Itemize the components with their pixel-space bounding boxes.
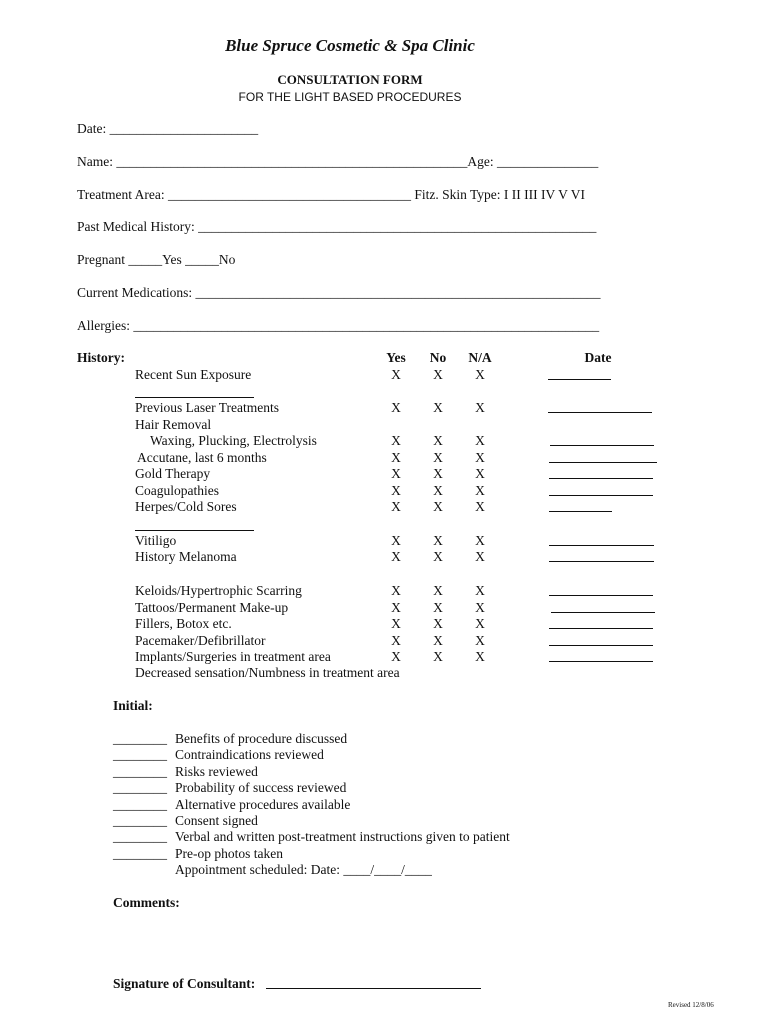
history-row-label: Previous Laser Treatments (135, 400, 279, 415)
mark-no[interactable]: X (433, 400, 443, 415)
mark-no[interactable]: X (433, 600, 443, 615)
history-row-label: Gold Therapy (135, 466, 211, 481)
initial-item-label: Probability of success reviewed (175, 780, 347, 796)
mark-yes[interactable]: X (391, 583, 401, 598)
mark-yes[interactable]: X (391, 367, 401, 382)
mark-no[interactable]: X (433, 499, 443, 514)
mark-no[interactable]: X (433, 367, 443, 382)
history-row-label: Implants/Surgeries in treatment area (135, 649, 331, 664)
col-na: N/A (468, 350, 492, 365)
history-row-label: History Melanoma (135, 549, 237, 564)
initial-blank[interactable]: ________ (113, 829, 167, 845)
comments-label: Comments: (113, 895, 180, 910)
mark-yes[interactable]: X (391, 466, 401, 481)
date-line[interactable] (549, 511, 612, 512)
mark-no[interactable]: X (433, 633, 443, 648)
initial-blank[interactable]: ________ (113, 813, 167, 828)
history-row-label: Recent Sun Exposure (135, 367, 252, 382)
past-medical-history-field[interactable]: Past Medical History: ___________________________________________________________ (77, 219, 597, 234)
date-line[interactable] (549, 561, 654, 562)
history-row-label: Keloids/Hypertrophic Scarring (135, 583, 302, 598)
date-line[interactable] (549, 645, 653, 646)
history-row-label: Waxing, Plucking, Electrolysis (150, 433, 317, 448)
mark-no[interactable]: X (433, 433, 443, 448)
mark-no[interactable]: X (433, 549, 443, 564)
current-medications-field[interactable]: Current Medications: ____________________________________________________________ (77, 285, 601, 300)
mark-yes[interactable]: X (391, 600, 401, 615)
mark-na[interactable]: X (475, 450, 485, 465)
history-row-label: Vitiligo (135, 533, 177, 548)
col-no: No (429, 350, 447, 365)
date-field[interactable]: Date: ______________________ (77, 121, 259, 136)
mark-yes[interactable]: X (391, 616, 401, 631)
pregnant-field[interactable]: Pregnant _____Yes _____No (77, 252, 236, 267)
initial-blank[interactable]: ________ (113, 780, 167, 796)
date-line[interactable] (549, 462, 657, 463)
mark-na[interactable]: X (475, 433, 485, 448)
initial-item-label: Verbal and written post-treatment instructions given to patient (175, 829, 510, 845)
date-line[interactable] (548, 412, 652, 413)
mark-yes[interactable]: X (391, 633, 401, 648)
history-row-label: Tattoos/Permanent Make-up (135, 600, 289, 615)
allergies-field[interactable]: Allergies: _____________________________________________________________________ (77, 318, 600, 333)
mark-yes[interactable]: X (391, 649, 401, 664)
mark-na[interactable]: X (475, 549, 485, 564)
date-line[interactable] (549, 495, 653, 496)
separator-line (135, 397, 254, 398)
form-subtitle: FOR THE LIGHT BASED PROCEDURES (238, 90, 462, 104)
mark-na[interactable]: X (475, 600, 485, 615)
clinic-name: Blue Spruce Cosmetic & Spa Clinic (225, 36, 475, 55)
mark-na[interactable]: X (475, 583, 485, 598)
mark-no[interactable]: X (433, 450, 443, 465)
mark-na[interactable]: X (475, 533, 485, 548)
initial-blank[interactable]: ________ (113, 731, 167, 746)
initial-blank[interactable]: ________ (113, 763, 167, 779)
mark-na[interactable]: X (475, 633, 485, 648)
mark-no[interactable]: X (433, 466, 443, 481)
mark-no[interactable]: X (433, 533, 443, 548)
mark-na[interactable]: X (475, 483, 485, 498)
signature-line[interactable] (266, 988, 481, 989)
mark-yes[interactable]: X (391, 433, 401, 448)
date-line[interactable] (549, 661, 653, 662)
history-row-label: Hair Removal (135, 417, 212, 432)
initial-item-label: Benefits of procedure discussed (175, 731, 348, 746)
mark-no[interactable]: X (433, 483, 443, 498)
mark-na[interactable]: X (475, 367, 485, 382)
date-line[interactable] (549, 628, 653, 629)
mark-na[interactable]: X (475, 499, 485, 514)
history-row-label: Decreased sensation/Numbness in treatment area (135, 665, 400, 680)
history-row-label: Accutane, last 6 months (137, 450, 267, 465)
mark-no[interactable]: X (433, 616, 443, 631)
initial-item-label: Alternative procedures available (175, 796, 351, 812)
separator-line (135, 530, 254, 531)
history-row-label: Fillers, Botox etc. (135, 616, 232, 631)
initial-item-label: Consent signed (175, 813, 258, 828)
mark-yes[interactable]: X (391, 450, 401, 465)
mark-no[interactable]: X (433, 583, 443, 598)
initial-label: Initial: (113, 698, 153, 713)
history-row-label: Herpes/Cold Sores (135, 499, 237, 514)
history-label: History: (77, 350, 125, 365)
col-yes: Yes (386, 350, 406, 365)
initial-blank[interactable]: ________ (113, 747, 167, 763)
date-line[interactable] (549, 545, 654, 546)
mark-na[interactable]: X (475, 649, 485, 664)
initial-blank[interactable]: ________ (113, 796, 167, 812)
history-row-label: Pacemaker/Defibrillator (135, 633, 266, 648)
initial-item-label: Contraindications reviewed (175, 747, 324, 763)
mark-no[interactable]: X (433, 649, 443, 664)
name-age-field[interactable]: Name: ____________________________________________________Age: _______________ (77, 154, 599, 169)
date-line[interactable] (551, 612, 655, 613)
mark-na[interactable]: X (475, 400, 485, 415)
mark-yes[interactable]: X (391, 400, 401, 415)
mark-na[interactable]: X (475, 616, 485, 631)
signature-label: Signature of Consultant: (113, 976, 256, 991)
initial-item-label: Pre-op photos taken (175, 845, 283, 861)
date-line[interactable] (549, 478, 653, 479)
mark-yes[interactable]: X (391, 499, 401, 514)
form-title: CONSULTATION FORM (277, 72, 423, 87)
date-line[interactable] (548, 379, 611, 380)
mark-yes[interactable]: X (391, 549, 401, 564)
appointment-scheduled[interactable]: Appointment scheduled: Date: ____/____/____ (175, 862, 432, 877)
mark-yes[interactable]: X (391, 533, 401, 548)
initial-item-label: Risks reviewed (175, 763, 258, 779)
mark-na[interactable]: X (475, 466, 485, 481)
date-line[interactable] (550, 445, 654, 446)
date-line[interactable] (549, 595, 653, 596)
col-date: Date (584, 350, 612, 365)
initial-blank[interactable]: ________ (113, 845, 167, 861)
treatment-area-field[interactable]: Treatment Area: ____________________________________ Fitz. Skin Type: I II III IV V VI (77, 187, 586, 202)
revised-note: Revised 12/8/06 (668, 1001, 714, 1009)
mark-yes[interactable]: X (391, 483, 401, 498)
history-row-label: Coagulopathies (135, 483, 219, 498)
